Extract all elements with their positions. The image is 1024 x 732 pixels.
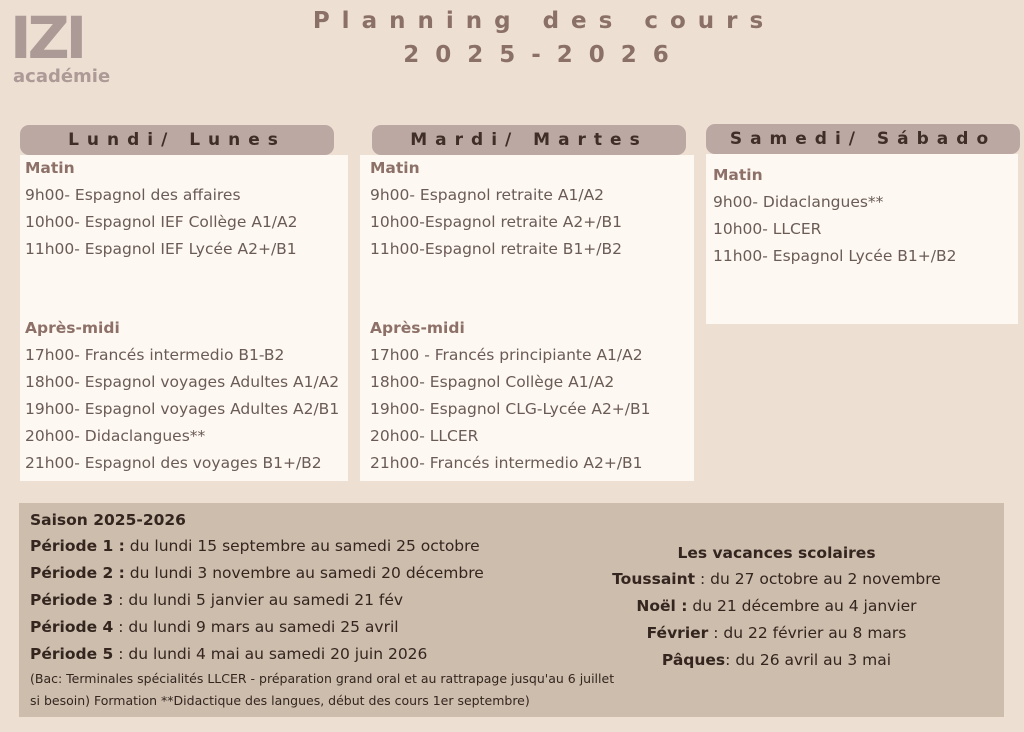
logo-subtitle: académie (13, 66, 111, 87)
holiday-dates: : du 22 février au 8 mars (708, 624, 907, 642)
holiday-line (594, 566, 959, 593)
season-note: (Bac: Terminales spécialités LLCER - préparation grand oral et au rattrapage jusqu'au 6 juillet si besoin) Formation **Didactique des langues, début des cours 1er septembre) (30, 671, 615, 708)
period-dates: : du lundi 5 janvier au samedi 21 fév (113, 591, 404, 609)
course-item: 10h00-Espagnol retraite A2+/B1 (370, 213, 622, 231)
holiday-dates: : du 26 avril au 3 mai (725, 651, 892, 669)
holiday-dates: : du 27 octobre au 2 novembre (695, 570, 941, 588)
season-title: Saison 2025-2026 (30, 511, 186, 529)
holiday-line (594, 620, 959, 647)
page-title: Planning des cours (312, 8, 776, 34)
matin-heading: Matin (713, 166, 763, 184)
course-item: 21h00- Francés intermedio A2+/B1 (370, 454, 643, 472)
matin-heading: Matin (370, 159, 420, 177)
holiday-line (594, 593, 959, 620)
period-label: Période 2 : (30, 564, 125, 582)
day-header-lundi: Lundi/ Lunes (20, 125, 334, 155)
schedule-box-lundi (20, 155, 348, 481)
period-label: Période 5 (30, 645, 114, 663)
course-item: 18h00- Espagnol voyages Adultes A1/A2 (25, 373, 340, 391)
schedule-box-mardi (360, 155, 694, 481)
course-item: 17h00 - Francés principiante A1/A2 (370, 346, 643, 364)
course-item: 19h00- Espagnol voyages Adultes A2/B1 (25, 400, 340, 418)
page-subtitle-year: 2025-2026 (403, 42, 685, 68)
period-line (30, 614, 625, 641)
holiday-label: Pâques (661, 651, 726, 669)
holiday-dates: du 21 décembre au 4 janvier (687, 597, 917, 615)
course-item: 11h00- Espagnol Lycée B1+/B2 (713, 247, 957, 265)
period-line (30, 641, 625, 668)
period-line (30, 533, 625, 560)
course-item: 20h00- Didaclangues** (25, 427, 206, 445)
period-line (30, 560, 625, 587)
period-label: Période 3 (30, 591, 114, 609)
holiday-label: Noël : (636, 597, 688, 615)
matin-heading: Matin (25, 159, 75, 177)
period-dates: : du lundi 4 mai au samedi 20 juin 2026 (113, 645, 428, 663)
course-item: 9h00- Espagnol des affaires (25, 186, 241, 204)
course-item: 9h00- Espagnol retraite A1/A2 (370, 186, 605, 204)
schedule-box-samedi (706, 154, 1018, 324)
period-dates: du lundi 15 septembre au samedi 25 octobre (124, 537, 480, 555)
period-label: Période 1 : (30, 537, 125, 555)
apres-midi-heading: Après-midi (370, 319, 465, 337)
course-item: 10h00- LLCER (713, 220, 822, 238)
course-item: 17h00- Francés intermedio B1-B2 (25, 346, 285, 364)
course-item: 21h00- Espagnol des voyages B1+/B2 (25, 454, 322, 472)
holiday-label: Toussaint (612, 570, 696, 588)
course-item: 11h00-Espagnol retraite B1+/B2 (370, 240, 623, 258)
holiday-label: Février (646, 624, 709, 642)
apres-midi-heading: Après-midi (25, 319, 120, 337)
season-periods (30, 507, 625, 712)
course-item: 11h00- Espagnol IEF Lycée A2+/B1 (25, 240, 297, 258)
logo-mark: IZI (10, 4, 84, 72)
course-item: 10h00- Espagnol IEF Collège A1/A2 (25, 213, 298, 231)
period-label: Période 4 (30, 618, 114, 636)
holiday-line (594, 647, 959, 674)
course-item: 19h00- Espagnol CLG-Lycée A2+/B1 (370, 400, 651, 418)
day-header-samedi: Samedi/ Sábado (706, 124, 1020, 154)
period-dates: : du lundi 9 mars au samedi 25 avril (113, 618, 399, 636)
course-item: 18h00- Espagnol Collège A1/A2 (370, 373, 615, 391)
period-dates: du lundi 3 novembre au samedi 20 décembre (124, 564, 484, 582)
course-item: 20h00- LLCER (370, 427, 479, 445)
school-holidays (594, 540, 959, 674)
course-item: 9h00- Didaclangues** (713, 193, 884, 211)
day-header-mardi: Mardi/ Martes (372, 125, 686, 155)
holidays-title: Les vacances scolaires (677, 544, 876, 562)
period-line (30, 587, 625, 614)
season-info-panel (19, 503, 1004, 717)
